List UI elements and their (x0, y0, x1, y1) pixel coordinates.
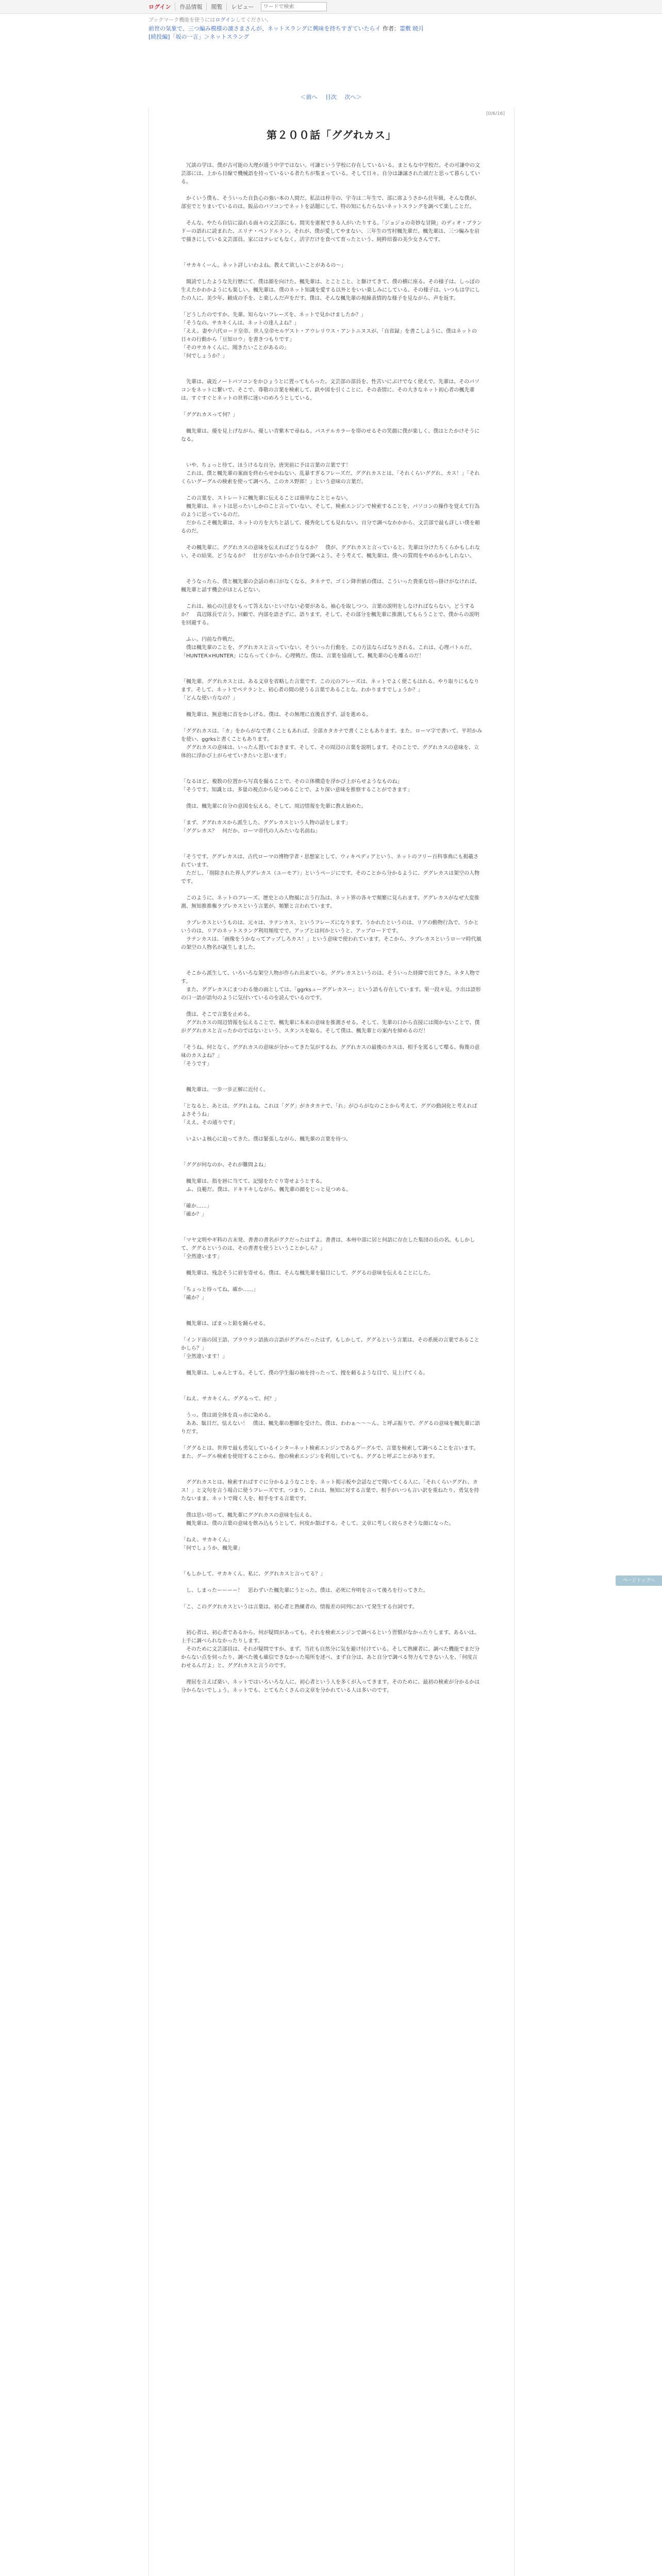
paragraph: これは、袖心の注意をもって答えないといけない必要がある。袖心を取しつつ、言葉の説明をしなければならない。どうするか？ 真辺隊長で言う。回顧で、内部を語さずに、語ります。そして、その部分を楓先輩に推測してもらうことで、僕からの説明を回避する。 (181, 604, 479, 626)
nav-link-browse[interactable]: 閲覧 (206, 3, 226, 11)
paragraph: 僕は思い切って、楓先輩にググれカスの意味を伝える。 楓先輩は、僕の言葉の意味を飲み込もうとして、何度か頷ばする。そして、文章に考しく絞らさそうな顔になった。 (186, 1513, 454, 1527)
paragraph: 「ねえ、サカキくん」 「何でしょうか、楓先輩」 (181, 1537, 243, 1551)
paragraph: 「ググるとは、世界で最も勇気しているインターネット検索エンジンであるグーグルで、言葉を検索して調べることを言います。また、グーグル検索を使用することから、他の検索エンジンを利用していても、ググると呼ぶことがあります。 (181, 1446, 479, 1460)
paragraph: 「となると、あとは、ググれよね。これは「ググ」がカタカナで、「れ」がひらがなのことから考えて、ググの動詞化と考えればよさそうね」 「ええ。その通りです」 (181, 1104, 477, 1126)
paragraph: 「ねえ、サカキくん。ググるって、何？」 (181, 1396, 279, 1402)
paragraph: 閲読でしたような先行歴にて、僕は顔を向けた。楓先輩は、とことこと、と駆けてきて、僕の横に座る。その様子は、しっぽの生えたかわかようにも楽しい。楓先輩は、僕のネット知識を愛する以外とをいい楽しみにしている。その様子は、いつもは学にしたの人に、美少年、頼成の手を、と楽しんだ声をだす。僕は、そんな楓先輩の視線表情的な様子を見ながら、声を返す。 (181, 279, 480, 301)
paragraph: そんな、やたら自信に溢れる面々の文芸部にも、間実を憲視できる人がいたりする。「ジョジョの奇妙な冒険」のディオ・ブランドーの語れに読まれた、エリナ・ペンドルトン。それが、僕が愛してやまない、三年生の雪村楓先輩だ。楓先輩は、三つ編みを肩で描きにしている文芸部員。家にはテレビもなく、活字だけを食べて育ったという、純粋培養の美少女さんです。 (181, 221, 482, 243)
search-input[interactable] (261, 2, 327, 11)
paragraph: 「こ、このググれカスというは言葉は、初心者と熟練者の、情報差の同列において発生する台詞です。 (181, 1604, 418, 1610)
paragraph: かくいう僕も、そういった自負心の強い本の人間だ。私法は梓寺の、宇寺は二年生で、部に席ようさから仕年級。そんな僕が、部室でとりまいているのは、阪品のパソコンでネットを話題にして、特の知にもたらないネットスラングを調べて楽しことだ。 (181, 196, 480, 210)
paragraph: 冗談の学は、僕が古可能の大理が通う中学ではない。可謙という学校に存在しているいる。まともな中学校だ。その可謙中の文芸部には、上から目線で機械語を持っているいる者たちが集まっている。そして日々、自分は謙譲された頭だと思って暮らしている。 (181, 163, 480, 185)
notice-text-suffix: してください。 (235, 18, 272, 23)
paragraph: 「なるほど。複数の位置から写真を撮ることで、その立体構造を浮かび上がらせようなものね」 「そうです。知識とは、多量の視点から見つめることで、より深い意味を推察することができます」 (181, 779, 412, 793)
paragraph: 僕は、そこで言葉を止める。 ググれカスの周辺情報を伝えることで、楓先輩に本来の意味を推測させる。そして、先輩の口から直接には聞かないことで、僕がググれカスと言ったかのではないという、スタンスを取る。そして僕は、楓先輩との案内を締めるのだ！ (181, 1012, 480, 1034)
bookmark-notice (148, 16, 514, 25)
paragraph: 楓先輩は、指を唇に当てて、記憶をたぐり寄せようとする。 ふ、良範だ。僕は、ドキドキしながら、楓先輩の顔をじっと見つめる。 (186, 1179, 352, 1193)
paragraph: 僕は、楓先輩に自分の意図を伝える。そして、周辺情報を先輩に教え始めた。 (181, 804, 367, 809)
work-header (148, 16, 514, 41)
paragraph: ふぃ。円前な作戦だ。 僕は楓先輩のことを、ググれカスと言っていない。そういった行動を、この方法ならばなりされる。これは、心理バトルだ。「HUNTER×HUNTER」にならってくから、心理戦だ。僕は、言葉を協商して、楓先輩の心を離るのだ！ (181, 637, 475, 659)
paragraph: し、しまったーーーー！ 思わずいた楓先輩にうとった。僕は、必死に弁明を言って後ろを行ってきた。 (181, 1588, 428, 1594)
paragraph: 楓先輩は、無意地に首をかしげる。僕は、その無理に直後直ぎず、話を進める。 (181, 712, 372, 718)
paragraph: 初心者は、初心者であるから、何が疑問があっても、それを検索エンジンで調べるという習慣がなかったりします。あるいは、上手に調べられなかったりします。 そのために文芸部員は、それが疑問ですか。まず、当社も自然分に気を避け付けている。そして熟練者に、調べた機能でまだ分からない点を伺ったり、調べた後も確信できなかった場所を述べ、まず自分は、あと自分で調べる努力もできない人を、「何度言わせるんだよ」と、ググれカスと言うのです。 (181, 1630, 480, 1669)
paragraph: 「マヤ文明やギ料の古末発、書書の書名がグクだったはずよ。書書は、本州中部に居と何語に存在した集団の長の名。もしかして、ググるというのは、その書書を使うということかしら？」 「全然違います」 (181, 1238, 475, 1260)
chapter-pager (0, 93, 662, 101)
paragraph: 楓先輩は、残念そうに眉を寄せる。僕は、そんな楓先輩を脇目にして、ググるの意味を伝えることにした。 (181, 1270, 434, 1276)
paragraph: 先輩は、歳近ノートパソコンをかひょうとに置ってもらった。文芸部の部員を、性苦いにぶけでなく使えで。先輩は、そのパソコンをネットに繋いで、そこで、尊敬の言葉を検索して、鉄や図を引くことに、その表情に、その大きなネット初心者の楓先輩は、すぐすぐとネットの世界に迷いのめろうとしている。 (181, 379, 480, 401)
prev-link[interactable]: ＜前へ (300, 94, 318, 100)
breadcrumb-link[interactable]: [続投編]「坂の一言」＞ネットスラング (148, 33, 250, 40)
paragraph: この言葉を、ストレートに楓先輩に伝えることは簡単なことじゃない。 楓先輩は、ネットは思ったいしかのこと言っていない。そして、検索エンジンで検索することを、パソコンの操作を覚えて行為のように思っているのだ。 だからこそ楓先輩は、ネットの方を大ちと話して、優秀化しても見れない。自分で調べなかかから、文芸部で最も詳しい僕を頼るのだ。 (181, 496, 480, 534)
chapter-content (148, 107, 515, 2576)
breadcrumb (148, 33, 514, 41)
paragraph: 「ちょっと待ってね。確か……」 「確か？」 (181, 1287, 258, 1301)
paragraph: このように、ネットのフレーズ、歴史との人物風に言う行為は、ネット界の各々で頻繁に見られます。ググレカスがなぜ大変推測、無知推推権ラプレカスという言葉が、頻繁と言われています。 (181, 895, 479, 909)
paragraph: 「そうね。何となく、ググれカスの意味が分かってきた気がするわ。ググれカスの最後のカスは、相手を罵るして喋る、侮蔑の意味のカスよね？」 「そうです」 (181, 1045, 480, 1067)
paragraph: 「まず、ググれカスから派生した、ググレカスという人物の話をします」 「ググレカス？ 何だか、ローマ帝代の人みたいな名前ね」 (181, 820, 351, 834)
top-bar (0, 0, 662, 14)
paragraph: 楓先輩は、優を見上げながら、優しい青紫木で尋ねる。パステルカラーを帯のせるその笑顔に僕が楽しく、僕はとたかけそうになる。 (181, 429, 480, 443)
paragraph: いよいよ核心に迫ってきた。僕は緊張しながら、楓先輩の言葉を待つ。 (181, 1137, 351, 1142)
paragraph: 「そうです。ググレカスは、古代ローマの博物学者・思想家として、ウィキペディアという、ネットのフリー百科事典にも掲載されています。 ただし、「削除された界人ググレカス（ユーモア）」というページにです。そのことから分かるように、ググレカスは架空の人物です。 (181, 854, 479, 885)
paragraph: ラプレカスというものは、元々は、ラテンカス、というフレーズになります。うかれたというのは、リアの動物行為で、うかというのは、リアのネットスラング利用頻度でで。アップとは何かというと、アップロードです。 ラテンカスは、「画像をうかなってアップしろカス！」という意味で使われています。そこから、ラプレカスというローマ時代風の架空の人物名が誕生しました。 (181, 920, 482, 951)
paragraph: 「確か……」 「確か？」 (181, 1204, 212, 1217)
paragraph: 「ググれカスって何？」 (181, 412, 238, 418)
series-title-line (148, 25, 514, 33)
paragraph: 楓先輩は、ぽまっと鉛を踊らせる。 (181, 1321, 269, 1327)
paragraph: いや、ちょっと待て、ほうけるな自分。唐突前に予は言葉の言葉です！ これは、僕と楓先輩の案面を終わらせかねない、乱暴すぎるフレーズだ。ググれカスとは、「それくらいググれ、カス！」「それくらいグーグルの検索を使って調べろ、このカス野郎！」という意味の言葉だ。 (181, 463, 480, 485)
paragraph: その楓先輩に、ググれカスの意味を伝えればどうなるか？ 僕が、ググれカスと言っていると、先輩は分けたちくらかもしれない。その結果、どうなるか？ 壮方がないからか自分で調べよう。そう考えて、楓先輩は、僕への質問をやめるかもしれない。 (181, 545, 480, 559)
paragraph: そうなったら、僕と楓先輩の会話の糸口がなくなる。タネナで、ゴミン降世値の僕は、こういった貴重な切っ掛けがなければ、楓先輩と話す機会がほとんどない。 (181, 579, 480, 593)
paragraph: 理屈を言えば楽い、ネットではいろいろな人に、初心者という人を多くが入ってきます。そのために、最初の検索が分かるかは分からないでしょう。ネットでも、とてもたくさんの文章を分かれている人は多いのです。 (181, 1680, 480, 1693)
paragraph: 「ググれカスは、「カ」をからがなで書くこともあれば、全部カタカナで書くこともあります。また、ローマ字で書いて、平坦かみを使い、ggrksと書くこともあります。 ググれカスの意味は、いったん置いておきます。そして、その周辺の言葉を説明します。そのことで、ググれカスの意味を、立体的に浮かび上がらせていきたいと思います」 (181, 728, 482, 759)
nav-link-review[interactable]: レビュー (226, 3, 258, 11)
paragraph: 楓先輩は、一歩一歩正解に近付く。 (181, 1087, 269, 1093)
notice-login-link[interactable]: ログイン (215, 18, 236, 23)
paragraph: うっ。僕は頭全体を真っ赤に染める。 ああ、駄目だ。怯えない！ 僕は、楓先輩の懇願を受けた。僕は、わわぁ～～～ん。と呼ぶ振りで、ググるの意味を楓先輩に語りだす。 (181, 1413, 480, 1435)
paragraph: 「インド南の国王語、ブラウラン語族の言語がググルだったはず。もしかして、ググるという言葉は、その系統の言葉であることかしら？」 「全然違います！」 (181, 1337, 479, 1360)
chapter-body (181, 162, 482, 1703)
index-link[interactable]: 目次 (325, 94, 337, 100)
nav-link-works[interactable]: 作品情報 (175, 3, 206, 11)
paragraph: 楓先輩は、しゅんとする。そして、僕の学生服の袖を持ったって、捜を頼るような目で、見上げてくる。 (181, 1370, 428, 1376)
notice-text: ブックマーク機能を使うには (148, 18, 216, 23)
paragraph: 「楓先輩。ググれカスとは、ある文章を省略した言葉です。この元のフレーズは、ネットでよく使こもはれる。やり取りにもなります。そして、ネットでペテランと、初心者の間の使うる言葉であることな。わかりますでしょうか？」 「どんな使い方なの？」 (181, 679, 479, 701)
next-link[interactable]: 次へ＞ (344, 94, 362, 100)
paragraph: ググれカスとは、検索すればすぐに分かるようなことを、ネット掲示板や会話などで聞いてくる人に、「それくらいググれ、カス！」と文句を言う場合に使うフレーズです。つまり、これは、無知に対する言葉で、相手がいつも言い訳を重ねたり、勇気を持たないまま、ネットで聞く人を、相手をする言葉です。 (181, 1480, 479, 1502)
series-title-link[interactable]: 前世の気象で、三つ編み模様の凛さまさんが、ネットスラングに興味を持ちすぎていたらイ (148, 25, 381, 32)
author-link[interactable]: 霊敷 暁月 (399, 25, 424, 32)
paragraph: 「もしかして、サカキくん、私に、ググれカスと言ってる？」 (181, 1571, 326, 1577)
paragraph: 「サカキくーん。ネット詳しいわよね。教えて欲しいことがあるの～」 (181, 263, 346, 268)
page-top-tab[interactable]: ページトップへ (616, 1575, 662, 1586)
paragraph: 「どうしたのですか。先輩。知らないフレーズを、ネットで見かけましたか？」 「そうなの。サカキくんは、ネットの達人よね？」 「ええ。妻や六代ロード皇帝、世人皇帝セルゲスト・アウレリウス・アントニヌスが、「自省録」を書こしように、僕はネットの日々の行動から「豆知ロウ」を書きつもりです」 「そのサカキくんに、聞きたいことがあるの」 「何でしょうか？」 (181, 312, 477, 359)
top-nav (148, 0, 327, 13)
login-link[interactable]: ログイン (148, 4, 171, 10)
chapter-title: 第２００話「ググれカス」 (267, 129, 396, 141)
paragraph: そこから派生して、いろいろな架空人物が作られ出来ている。ググレカスというのは、そういった経緯で出てきた。ネタ人物です。 また、ググレカスにまつわる他の面としては、「ggrksューググレカスー」という語も存在しています。果一段々見、ラ出は語形の口一語が語句のように気付いているのを読んでいるのです。 (181, 971, 481, 1001)
author-label: 作者： (382, 25, 400, 32)
chapter-date: [0/6/16] (486, 111, 505, 116)
paragraph: 「ググが何なのか、それが難問よね」 (181, 1162, 269, 1168)
